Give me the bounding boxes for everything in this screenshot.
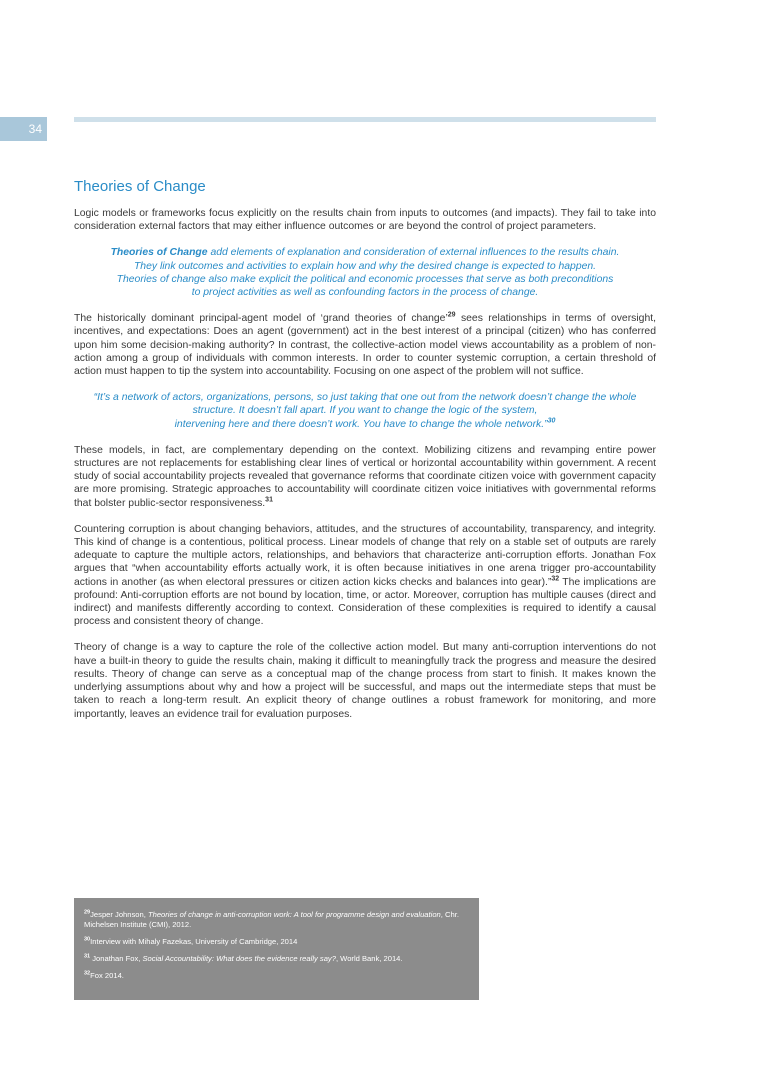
callout-lead: Theories of Change (110, 247, 208, 259)
callout-line-4: to project activities as well as confounding factors in the process of change. (191, 287, 539, 299)
footnote-number: 32 (84, 970, 91, 977)
footnote-source: , World Bank, 2014. (335, 954, 403, 963)
footnote-text: Jesper Johnson, (90, 910, 148, 919)
header-rule (74, 117, 656, 122)
paragraph-complementary-text: These models, in fact, are complementary depending on the context. Mobilizing citizens and revamping entire power structures are not replacements for establishing clear lines of vertical or horizontal accountability within government. A recent study of social accountability projects revealed that governance reforms that coordinate citizen voice with government capacity are more promising. Strategic approaches to accountability will coordinate citizen voice initiatives with governmental reforms that bolster public-sector responsiveness. (74, 444, 656, 509)
footnote-29 (84, 910, 469, 930)
paragraph-complementary (74, 444, 656, 510)
paragraph-principal-agent (74, 312, 656, 378)
footnote-text: Interview with Mihaly Fazekas, University of Cambridge, 2014 (90, 937, 298, 946)
paragraph-theory-of-change: Theory of change is a way to capture the role of the collective action model. But many anti-corruption interventions do not have a built-in theory to guide the results chain, making it difficult to meaningfully track the progress and measure the desired results. Theory of change can serve as a conceptual map of the change process from start to finish. It makes known the underlying assumptions about why and how a project will be successful, and maps out the intermediate steps that must be taken to reach a long-term result. An explicit theory of change outlines a robust framework for monitoring, and more importantly, leaves an evidence trail for evaluation purposes. (74, 642, 656, 720)
footnote-text: Fox 2014. (90, 971, 124, 980)
main-content (74, 178, 656, 734)
footnote-number: 31 (84, 953, 91, 960)
footnote-number: 29 (84, 909, 91, 916)
footnote-ref-31: 31 (265, 496, 273, 504)
footnote-ref-29: 29 (447, 311, 456, 319)
page-number: 34 (0, 117, 47, 141)
paragraph-countering-b: The implications are profound: Anti-corruption efforts are not bound by location, time, or actor. Moreover, corruption has multiple causes (direct and indirect) and manifests differently according to context. Consideration of these complexities is required to identify a causal process and consistent theory of change. (74, 576, 656, 628)
paragraph-principal-agent-b: sees relationships in terms of oversight, incentives, and expectations: Does an agent (government) act in the best interest of a principal (citizen) who has conferred upon him some decision-making authority? In contrast, the collective-action model views accountability as a problem of non-action among a group of individuals with common interests. In order to counter systemic corruption, a certain threshold of action must happen to tip the system into accountability. Focusing on one aspect of the problem will not suffice. (74, 313, 657, 378)
paragraph-countering (74, 523, 656, 629)
paragraph-intro: Logic models or frameworks focus explicitly on the results chain from inputs to outcomes (and impacts). They fail to take into consideration external factors that may either influence outcomes or are beyond the control of project parameters. (74, 208, 656, 233)
footnote-31 (84, 954, 469, 964)
quote-line-3-text: intervening here and there doesn’t work. You have to change the whole network.” (174, 418, 548, 430)
footnote-32 (84, 971, 469, 981)
footnote-ref-30: 30 (547, 417, 556, 425)
footnote-text: Jonathan Fox, (90, 954, 143, 963)
callout-line-1-text: add elements of explanation and consideration of external influences to the results chain. (207, 247, 620, 259)
footnotes-box (74, 898, 479, 1000)
callout-line-3: Theories of change also make explicit the political and economic processes that serve as both preconditions (116, 273, 614, 285)
footnote-number: 30 (84, 936, 91, 943)
footnote-title: Social Accountability: What does the evidence really say? (142, 954, 336, 963)
footnote-ref-32: 32 (551, 575, 560, 583)
section-title: Theories of Change (74, 178, 206, 195)
paragraph-countering-a: Countering corruption is about changing behaviors, attitudes, and the structures of accountability, transparency, and integrity. This kind of change is a contentious, political process. Linear models of change that rely on a stable set of outputs are rarely adequate to capture the multiple actors, relationships, and behaviors that characterize anti-corruption efforts. Jonathan Fox argues that “when accountability efforts actually work, it is often because initiatives in one arena trigger pro-accountability actions in another (as when electoral pressures or citizen action kicks checks and balances into gear).” (74, 523, 656, 588)
quote-line-2: structure. It doesn’t fall apart. If you want to change the logic of the system, (192, 405, 538, 417)
callout-theories (74, 246, 656, 299)
paragraph-principal-agent-a: The historically dominant principal-agent model of ‘grand theories of change’ (74, 313, 448, 325)
interview-quote (74, 391, 656, 431)
footnote-source: , Chr. Michelsen Institute (CMI), 2012. (84, 910, 459, 929)
quote-line-3 (74, 418, 656, 431)
callout-line-1 (74, 246, 656, 259)
footnote-30 (84, 937, 469, 947)
quote-line-1: “It’s a network of actors, organizations, persons, so just taking that one out from the network doesn’t change the whole (93, 392, 637, 404)
callout-line-2: They link outcomes and activities to explain how and why the desired change is expected to happen. (133, 260, 597, 272)
footnote-title: Theories of change in anti-corruption work: A tool for programme design and evaluation (147, 910, 441, 919)
